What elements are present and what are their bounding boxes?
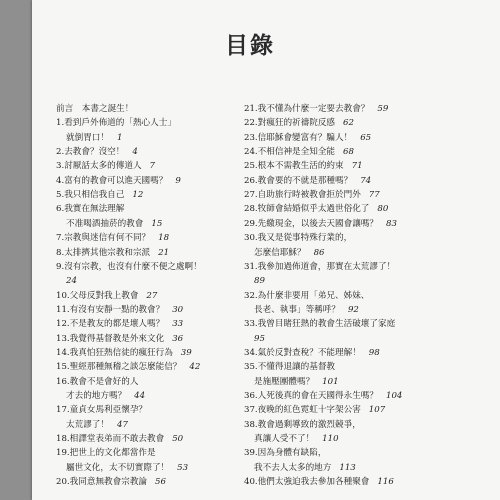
toc-page-number: 113 (339, 462, 356, 473)
toc-entry-title: 真讓人受不了！ (254, 434, 315, 445)
toc-entry-title: 7.宗教與迷信有何不同？ (56, 233, 151, 244)
toc-page-number: 62 (343, 118, 354, 129)
toc-entry[interactable] (56, 434, 183, 444)
toc-entry-title: 21.我不懂為什麼一定要去教會？ (244, 104, 370, 114)
toc-page-number: 56 (155, 477, 166, 488)
toc-entry[interactable] (244, 104, 388, 114)
toc-page-number: 18 (158, 233, 170, 244)
toc-entry[interactable] (66, 133, 122, 143)
toc-entry[interactable] (56, 104, 133, 114)
toc-page-number: 116 (377, 477, 394, 488)
toc-page-number: 65 (360, 132, 372, 143)
toc-entry[interactable] (244, 420, 361, 430)
toc-entry[interactable] (244, 118, 354, 128)
toc-entry[interactable] (56, 334, 183, 344)
toc-entry[interactable] (244, 133, 371, 143)
toc-page-number: 12 (132, 190, 144, 201)
toc-entry[interactable] (66, 463, 188, 473)
toc-entry-title: 13.我覺得基督教是外來文化 (56, 333, 165, 344)
toc-entry-title: 4.富有的教會可以進天國嗎？ (56, 175, 168, 186)
toc-entry-title: 6.我實在無法理解 (56, 204, 125, 215)
toc-entry-title: 11.有沒有安靜一點的教會？ (56, 304, 165, 315)
toc-entry-title: 3.討厭話太多的傳道人 (56, 161, 142, 172)
toc-entry[interactable] (56, 233, 169, 243)
toc-page-number: 39 (180, 347, 192, 358)
toc-page-number: 9 (175, 175, 181, 186)
toc-entry[interactable] (56, 319, 183, 329)
toc-entry[interactable] (254, 463, 356, 473)
toc-entry[interactable] (56, 448, 156, 458)
toc-entry-title: 我不去人太多的地方 (254, 462, 332, 473)
toc-entry-title: 15.聖經那種無稽之談怎麼能信？ (56, 362, 182, 373)
toc-entry[interactable] (254, 434, 339, 444)
toc-page-number: 95 (254, 333, 265, 344)
toc-entry-title: 37.夜晚的紅色霓虹十字架公害 (244, 405, 361, 416)
toc-page-number: 59 (377, 104, 389, 114)
toc-entry[interactable] (56, 161, 155, 171)
toc-entry-title: 19.把世上的文化都當作是 (56, 448, 156, 459)
toc-page-number: 47 (116, 419, 128, 430)
toc-entry-title: 14.我真怕狂熱信徒的瘋狂行為 (56, 347, 173, 358)
toc-entry-title: 20.我同意無教會宗教論 (56, 477, 148, 488)
toc-entry[interactable] (244, 176, 371, 186)
toc-entry[interactable] (244, 391, 402, 401)
toc-entry-title: 29.先繳現金，以後去天國會讓嗎？ (244, 218, 378, 229)
toc-page-number: 104 (385, 391, 403, 401)
toc-entry-title: 12.不是教友的都是壞人嗎？ (56, 319, 165, 330)
toc-entry[interactable] (244, 405, 385, 415)
page-title: 目錄 (225, 32, 275, 59)
toc-entry-title: 38.教會過剩導致的激烈競爭， (244, 419, 361, 430)
toc-entry-title: 屬世文化，太不切實際了！ (66, 462, 170, 473)
toc-entry[interactable] (56, 477, 166, 487)
toc-entry-title: 前言 本書之誕生！ (56, 104, 134, 114)
toc-entry-title: 8.太排擠其他宗教和宗派 (56, 247, 151, 258)
toc-entry[interactable] (254, 377, 339, 387)
toc-entry-title: 40.他們太強迫我去參加各種聚會 (244, 477, 370, 488)
toc-page-number: 110 (322, 434, 339, 445)
toc-entry-title: 17.童貞女馬利亞懷孕？ (56, 405, 148, 416)
toc-entry-title: 23.信耶穌會變富有？騙人！ (244, 132, 353, 143)
toc-entry-title: 2.去教會？沒空！ (56, 147, 125, 158)
toc-entry-title: 36.人死後真的會在天國得永生嗎？ (244, 391, 378, 401)
toc-entry[interactable] (66, 276, 77, 286)
toc-entry-title: 16.教會不是會好的人 (56, 376, 139, 387)
toc-entry[interactable] (244, 233, 352, 243)
toc-page-number: 92 (347, 304, 359, 315)
toc-entry[interactable] (244, 190, 380, 200)
toc-page-number: 101 (322, 376, 339, 387)
toc-entry[interactable] (254, 248, 325, 258)
toc-page-number: 98 (368, 347, 380, 358)
toc-page-number: 44 (134, 391, 146, 401)
toc-entry[interactable] (56, 248, 169, 258)
toc-entry[interactable] (244, 291, 369, 301)
toc-page-number: 74 (360, 175, 372, 186)
toc-entry[interactable] (254, 334, 265, 344)
toc-entry[interactable] (56, 176, 181, 186)
toc-page-number: 107 (368, 405, 386, 416)
toc-entry[interactable] (56, 147, 138, 157)
toc-entry[interactable] (56, 291, 157, 301)
toc-entry-title: 18.相譯堂表弟而不敢去教會 (56, 434, 165, 445)
toc-entry-title: 35.不懂得退讓的基督教 (244, 362, 336, 373)
toc-entry[interactable] (244, 204, 388, 214)
toc-entry[interactable] (244, 348, 380, 358)
toc-entry[interactable] (244, 319, 395, 329)
toc-entry-title: 27.自助旅行時被教會拒於門外 (244, 190, 361, 201)
toc-entry[interactable] (56, 362, 200, 372)
toc-entry[interactable] (56, 377, 138, 387)
toc-page-number: 27 (146, 290, 158, 301)
toc-page-number: 30 (172, 304, 184, 315)
toc-entry-title: 9.沒有宗教，也沒有什麼不便之處啊！ (56, 261, 202, 272)
toc-page-number: 15 (151, 218, 163, 229)
toc-entry-title: 怎麼信耶穌？ (254, 247, 306, 258)
toc-entry-title: 1.看到戶外佈道的「熱心人士」 (56, 118, 176, 129)
toc-page-number: 80 (377, 204, 389, 215)
toc-entry-title: 34.氣於反對查稅？不能理解！ (244, 347, 361, 358)
toc-entry[interactable] (66, 420, 128, 430)
toc-entry[interactable] (56, 305, 183, 315)
toc-entry-title: 不准喝酒抽菸的教會 (66, 218, 144, 229)
toc-entry-title: 就倒胃口！ (66, 132, 109, 143)
toc-entry-title: 10.父母反對我上教會 (56, 290, 139, 301)
toc-page-number: 89 (254, 276, 265, 287)
toc-entry-title: 25.根本不需教生活的約束 (244, 161, 344, 172)
toc-entry[interactable] (244, 262, 395, 272)
toc-entry[interactable] (66, 219, 162, 229)
toc-entry[interactable] (244, 147, 354, 157)
toc-page-number: 42 (189, 362, 201, 373)
toc-entry[interactable] (56, 348, 192, 358)
toc-page-number: 1 (116, 132, 123, 143)
toc-page-number: 21 (158, 247, 170, 258)
toc-entry-title: 24.不相信神是全知全能 (244, 147, 336, 158)
toc-page-number: 71 (351, 161, 363, 172)
toc-page-number: 86 (313, 247, 325, 258)
toc-entry[interactable] (66, 391, 145, 401)
toc-entry-title: 是施壓團體嗎？ (254, 376, 315, 387)
toc-page-number: 83 (385, 218, 397, 229)
toc-entry-title: 26.教會要的不就是那種嗎？ (244, 175, 353, 186)
toc-entry[interactable] (254, 305, 359, 315)
toc-entry[interactable] (244, 161, 363, 171)
toc-page-number: 77 (368, 190, 380, 201)
toc-entry-title: 5.我只相信我自己 (56, 190, 125, 201)
toc-entry-title: 太荒謬了！ (66, 419, 109, 430)
toc-page-number: 7 (149, 161, 156, 172)
toc-page-number: 53 (177, 462, 189, 473)
toc-entry[interactable] (56, 405, 147, 415)
toc-entry[interactable] (244, 362, 335, 372)
toc-entry-title: 39.因為身體有缺陷， (244, 448, 327, 459)
toc-entry[interactable] (244, 477, 394, 487)
toc-page-number: 4 (132, 147, 138, 158)
toc-entry[interactable] (56, 204, 124, 214)
toc-entry-title: 32.為什麼非要用「弟兄、姊妹、 (244, 290, 370, 301)
toc-page-number: 36 (172, 333, 184, 344)
toc-page-number: 33 (172, 319, 184, 330)
toc-entry-title: 22.對瘋狂的祈禱院反感 (244, 118, 336, 129)
toc-entry[interactable] (56, 190, 143, 200)
toc-entry[interactable] (254, 276, 265, 286)
toc-entry[interactable] (56, 118, 176, 128)
toc-page-number: 50 (172, 434, 184, 445)
toc-entry-title: 31.我參加過佈道會，那實在太荒謬了！ (244, 261, 396, 272)
toc-entry[interactable] (244, 219, 397, 229)
toc-entry[interactable] (56, 262, 202, 272)
toc-entry[interactable] (244, 448, 326, 458)
toc-entry-title: 33.我曾目睹狂熱的教會生活破壞了家庭 (244, 319, 396, 330)
toc-page-number: 68 (343, 147, 354, 158)
toc-entry-title: 30.我又是從事特殊行業的， (244, 233, 353, 244)
toc-entry-title: 才去的地方嗎？ (66, 391, 127, 401)
toc-page-number: 24 (66, 276, 77, 287)
toc-entry-title: 28.牧師會結婚似乎太過世俗化了 (244, 204, 370, 215)
toc-entry-title: 長老、執事」等稱呼？ (254, 304, 340, 315)
